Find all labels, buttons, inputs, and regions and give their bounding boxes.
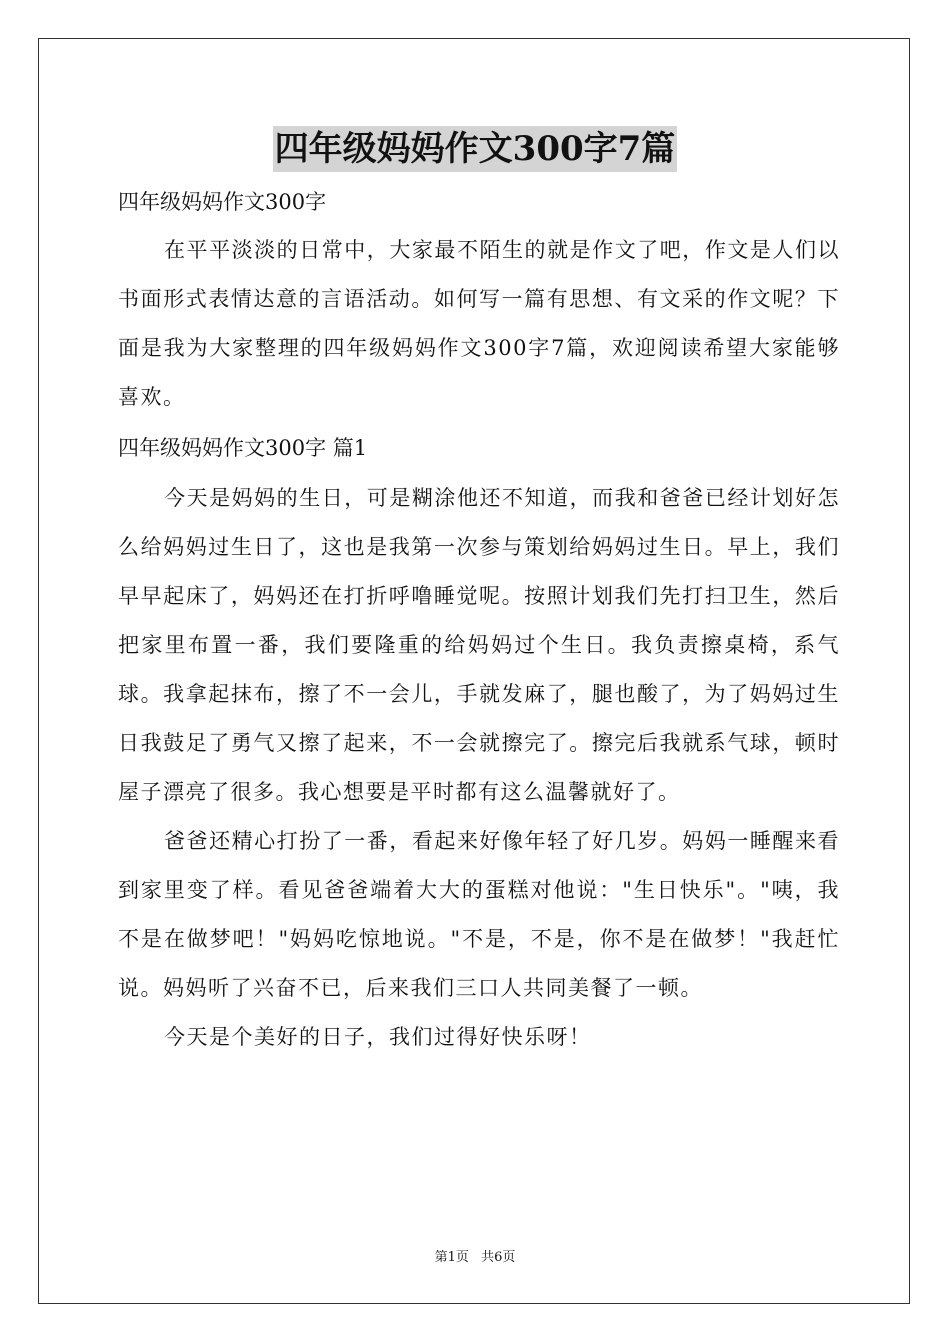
document-body <box>118 178 840 1062</box>
document-title: 四年级妈妈作文300字7篇 <box>273 126 678 172</box>
section-heading: 四年级妈妈作文300字 篇1 <box>118 436 368 460</box>
page-total: 共6页 <box>481 1250 516 1265</box>
page-footer <box>0 1246 950 1265</box>
body-paragraph-1: 今天是妈妈的生日，可是糊涂他还不知道，而我和爸爸已经计划好怎么给妈妈过生日了，这也是我第一次参与策划给妈妈过生日。早上，我们早早起床了，妈妈还在打折呼噜睡觉呢。按照计划我们先打扫卫生，然后把家里布置一番，我们要隆重的给妈妈过个生日。我负责擦桌椅，系气球。我拿起抹布，擦了不一会儿，手就发麻了，腿也酸了，为了妈妈过生日我鼓足了勇气又擦了起来，不一会就擦完了。擦完后我就系气球，顿时屋子漂亮了很多。我心想要是平时都有这么温馨就好了。 <box>118 486 840 804</box>
body-paragraph-2: 爸爸还精心打扮了一番，看起来好像年轻了好几岁。妈妈一睡醒来看到家里变了样。看见爸爸端着大大的蛋糕对他说："生日快乐"。"咦，我不是在做梦吧！"妈妈吃惊地说。"不是，不是，你不是在做梦！"我赶忙说。妈妈听了兴奋不已，后来我们三口人共同美餐了一顿。 <box>118 829 840 1000</box>
intro-paragraph: 在平平淡淡的日常中，大家最不陌生的就是作文了吧，作文是人们以书面形式表情达意的言语活动。如何写一篇有思想、有文采的作文呢？下面是我为大家整理的四年级妈妈作文300字7篇，欢迎阅读希望大家能够喜欢。 <box>118 238 840 409</box>
body-paragraph-3: 今天是个美好的日子，我们过得好快乐呀！ <box>164 1025 592 1049</box>
document-subtitle: 四年级妈妈作文300字 <box>118 190 327 214</box>
title-container <box>0 126 950 172</box>
page-number: 第1页 <box>434 1250 469 1265</box>
